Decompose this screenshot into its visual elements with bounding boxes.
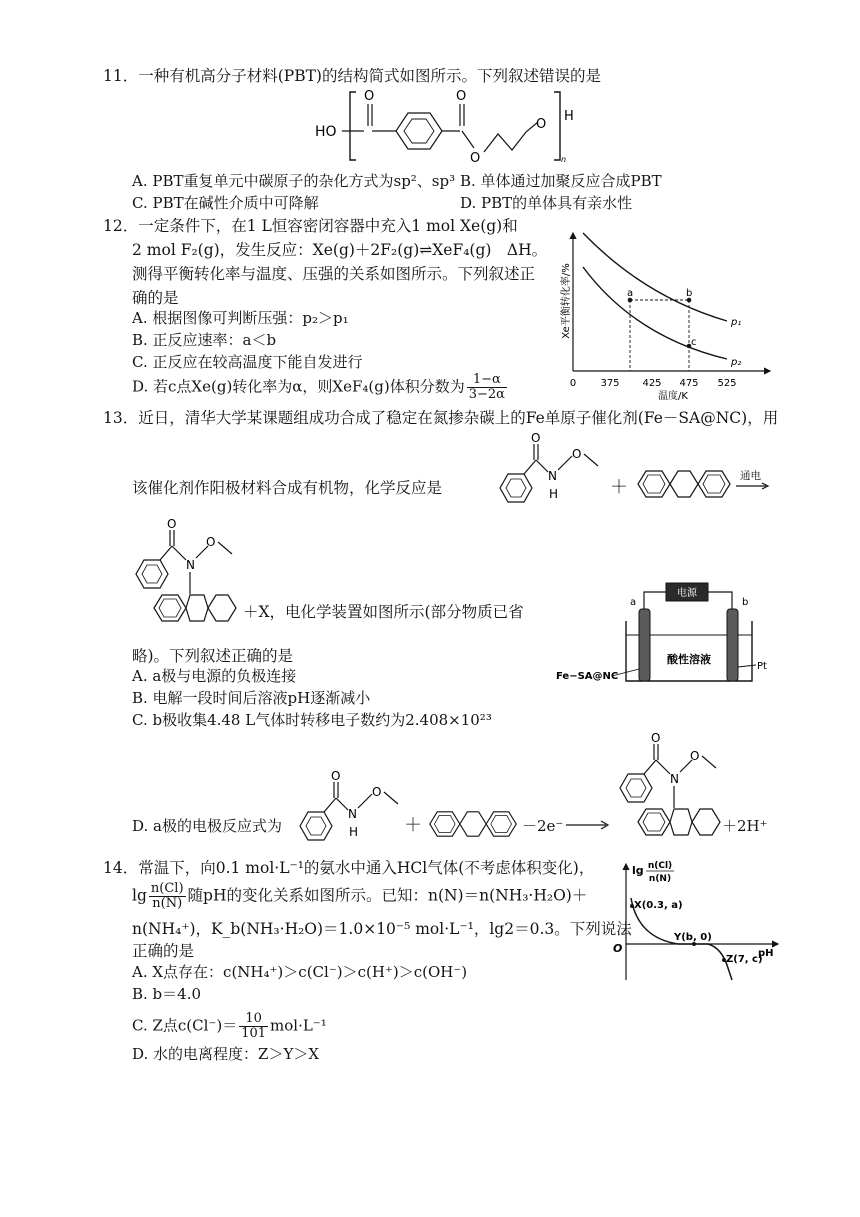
d-amide-o2: O bbox=[372, 785, 382, 799]
q13-option-d: D. a极的电极反应式为 bbox=[132, 817, 282, 835]
q13-option-a: A. a极与电源的负极连接 bbox=[132, 667, 297, 685]
q13-d-xanthene bbox=[426, 802, 520, 846]
q14-option-c-fraction bbox=[239, 1012, 268, 1041]
q13-option-b: B. 电解一段时间后溶液pH逐渐减小 bbox=[132, 689, 371, 707]
q12-graph bbox=[555, 225, 780, 405]
q13-line4: 略)。下列叙述正确的是 bbox=[132, 647, 294, 665]
q11-option-a: A. PBT重复单元中碳原子的杂化方式为sp²、sp³ bbox=[132, 172, 456, 190]
cell-b: b bbox=[742, 597, 749, 608]
product-o: O bbox=[167, 517, 177, 531]
power-label: 电源 bbox=[677, 588, 697, 599]
q14-line3: n(NH₄⁺)，K_b(NH₃·H₂O)＝1.0×10⁻⁵ mol·L⁻¹，lg2＝0.3。下列说法 bbox=[132, 920, 632, 938]
pbt-o4: O bbox=[536, 117, 547, 132]
q13-d-h-plus: ＋2H⁺ bbox=[722, 817, 768, 835]
q14-option-c-text: C. Z点c(Cl⁻)＝ bbox=[132, 1016, 238, 1035]
q12-point-a: a bbox=[627, 288, 634, 299]
q12-option-c: C. 正反应在较高温度下能自发进行 bbox=[132, 353, 363, 371]
q14-point-y: Y(b, 0) bbox=[674, 932, 712, 943]
d-amide-n: N bbox=[348, 807, 357, 821]
pbt-h: H bbox=[564, 109, 574, 124]
q12-origin: 0 bbox=[569, 378, 577, 389]
q11-option-c: C. PBT在碱性介质中可降解 bbox=[132, 194, 319, 212]
amide-h: H bbox=[549, 487, 559, 501]
pbt-o1: O bbox=[364, 89, 375, 104]
q12-line1: 12．一定条件下，在1 L恒容密闭容器中充入1 mol Xe(g)和 bbox=[103, 217, 518, 235]
cell-left-label: Fe−SA@NC bbox=[556, 671, 619, 682]
cell-right-label: Pt bbox=[757, 661, 767, 672]
q14-lg: lg bbox=[132, 886, 147, 905]
d-product-o2: O bbox=[690, 749, 700, 763]
d-product-o: O bbox=[651, 731, 661, 745]
q12-p1: p₁ bbox=[731, 317, 742, 328]
q14-line2 bbox=[132, 882, 587, 911]
q12-point-b: b bbox=[686, 288, 693, 299]
q14-option-a: A. X点存在：c(NH₄⁺)＞c(Cl⁻)＞c(H⁺)＞c(OH⁻) bbox=[132, 963, 468, 981]
frac-den: 3−2α bbox=[468, 387, 505, 402]
d-amide-h: H bbox=[349, 825, 359, 839]
q13-line3: ＋X，电化学装置如图所示(部分物质已省 bbox=[243, 603, 524, 621]
q14-lg-fraction bbox=[149, 882, 186, 911]
q13-line2: 该催化剂作阳极材料合成有机物，化学反应是 bbox=[132, 479, 443, 497]
q14-option-b: B. b＝4.0 bbox=[132, 985, 202, 1003]
q12-xlabel: 温度/K bbox=[658, 391, 688, 402]
q13-reactant-xanthene bbox=[634, 462, 734, 506]
amide-o2: O bbox=[572, 447, 582, 461]
q13-arrow bbox=[736, 482, 770, 490]
q11-stem: 11．一种有机高分子材料(PBT)的结构简式如图所示。下列叙述错误的是 bbox=[103, 67, 601, 85]
frac-num: n(Cl) bbox=[150, 881, 184, 896]
pbt-n: n bbox=[561, 155, 567, 164]
q12-ylabel: Xe平衡转化率/% bbox=[561, 263, 572, 339]
q12-tick-425: 425 bbox=[642, 378, 662, 389]
q14-line2-text: 随pH的变化关系如图所示。已知：n(N)＝n(NH₃·H₂O)＋ bbox=[187, 886, 588, 905]
q12-option-b: B. 正反应速率：a＜b bbox=[132, 331, 277, 349]
q12-p2: p₂ bbox=[731, 357, 742, 368]
q13-reactant-amide bbox=[492, 432, 607, 504]
q11-option-d: D. PBT的单体具有亲水性 bbox=[460, 194, 633, 212]
q13-line1: 13．近日，清华大学某课题组成功合成了稳定在氮掺杂碳上的Fe单原子催化剂(Fe－SA@NC)，用 bbox=[103, 409, 779, 427]
q14-graph bbox=[608, 858, 788, 988]
product-n: N bbox=[186, 558, 195, 572]
frac-den: n(N) bbox=[152, 896, 183, 911]
d-amide-o: O bbox=[331, 770, 341, 783]
q13-arrow-label: 通电 bbox=[740, 470, 761, 482]
product-o2: O bbox=[206, 535, 216, 549]
q14-option-c-unit: mol·L⁻¹ bbox=[270, 1016, 327, 1035]
q13-d-product bbox=[612, 728, 724, 848]
q12-option-d-text: D. 若c点Xe(g)转化率为α，则XeF₄(g)体积分数为 bbox=[132, 377, 465, 396]
d-product-n: N bbox=[670, 772, 679, 786]
q13-option-c: C. b极收集4.48 L气体时转移电子数约为2.408×10²³ bbox=[132, 711, 492, 729]
q11-option-b: B. 单体通过加聚反应合成PBT bbox=[460, 172, 662, 190]
q14-line4: 正确的是 bbox=[132, 942, 195, 960]
q14-origin: O bbox=[613, 942, 623, 955]
q14-ylabel-lg: lg bbox=[632, 864, 644, 877]
q12-tick-525: 525 bbox=[717, 378, 737, 389]
amide-o: O bbox=[531, 432, 541, 445]
q13-electrochemical-cell bbox=[556, 577, 776, 707]
q14-option-c bbox=[132, 1012, 327, 1041]
q12-tick-475: 475 bbox=[679, 378, 699, 389]
q14-point-z: Z(7, c) bbox=[726, 954, 763, 965]
amide-n: N bbox=[548, 469, 557, 483]
q12-point-c: c bbox=[691, 337, 697, 348]
cell-a: a bbox=[630, 597, 637, 608]
q12-line2: 2 mol F₂(g)，发生反应：Xe(g)＋2F₂(g)⇌XeF₄(g) ΔH。 bbox=[132, 241, 548, 259]
q13-d-electrons: －2e⁻ bbox=[522, 817, 564, 835]
q14-option-d: D. 水的电离程度：Z＞Y＞X bbox=[132, 1045, 320, 1063]
q12-option-a: A. 根据图像可判断压强：p₂＞p₁ bbox=[132, 309, 349, 327]
q13-d-plus: ＋ bbox=[404, 815, 422, 836]
q14-point-x: X(0.3, a) bbox=[634, 900, 683, 911]
frac-num: 10 bbox=[239, 1012, 268, 1027]
q13-d-amide bbox=[292, 770, 404, 842]
q12-tick-375: 375 bbox=[600, 378, 620, 389]
q12-line4: 确的是 bbox=[132, 289, 179, 307]
pbt-structure bbox=[310, 86, 600, 166]
pbt-o2: O bbox=[456, 89, 467, 104]
q14-line1: 14．常温下，向0.1 mol·L⁻¹的氨水中通入HCl气体(不考虑体积变化)， bbox=[103, 859, 595, 877]
frac-num: 1−α bbox=[467, 373, 507, 388]
q14-ylabel-num: n(Cl) bbox=[647, 861, 673, 871]
q13-d-arrow bbox=[566, 820, 610, 830]
q13-plus: ＋ bbox=[610, 477, 628, 498]
pbt-o3: O bbox=[470, 151, 481, 166]
pbt-ho: HO bbox=[315, 124, 337, 140]
cell-solution: 酸性溶液 bbox=[667, 653, 711, 666]
q12-option-d bbox=[132, 373, 509, 402]
q14-xlabel: pH bbox=[758, 948, 774, 959]
q13-product bbox=[128, 514, 240, 634]
q12-option-d-fraction bbox=[467, 373, 507, 402]
q12-line3: 测得平衡转化率与温度、压强的关系如图所示。下列叙述正 bbox=[132, 265, 536, 283]
frac-den: 101 bbox=[241, 1026, 267, 1041]
q14-ylabel-den: n(N) bbox=[648, 874, 672, 884]
